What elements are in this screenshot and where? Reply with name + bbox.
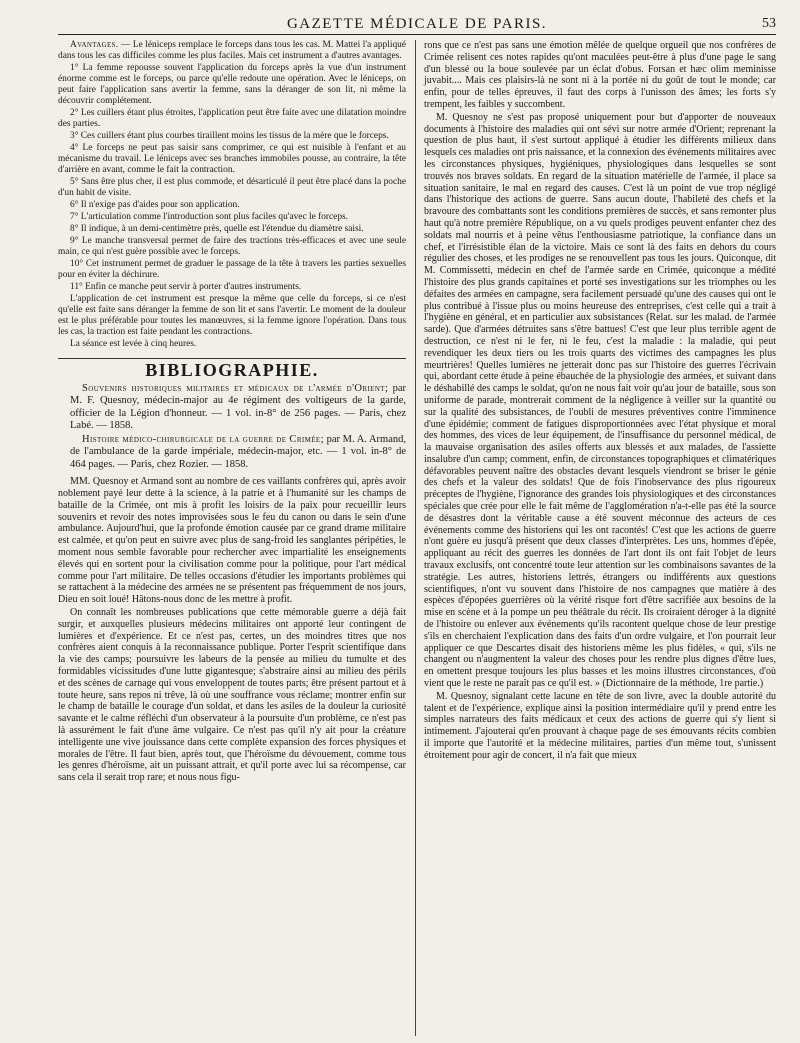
advantage-item: 2° Les cuillers étant plus étroites, l'application peut être faite avec une dilatation moindre des parties. bbox=[58, 108, 406, 129]
body-paragraph: MM. Quesnoy et Armand sont au nombre de ces vaillants confrères qui, après avoir noblement payé leur dette à la science, à la patrie et à l'humanité sur les champs de bataille de la Crimée, ont mis à profit les loisirs de la paix pour recueillir leurs souvenirs et revoir des notes improvisées sous le feu du canon ou dans le sein d'une ambulance. Aujourd'hui, que la profonde émotion causée par ce grand drame militaire est calmée, et qu'on peut en suivre avec plus de sang-froid les sanglantes péripéties, le moment nous semble favorable pour rechercher avec impartialité les enseignements élevés qui en sortent pour la civilisation comme pour la politique, pour l'art médical comme pour l'art militaire. De telles occasions d'étudier les importants problèmes qui se rattachent à la médecine des armées ne se présentent pas fréquemment de nos jours, Dieu en soit loué! Hâtons-nous donc de les mettre à profit. bbox=[58, 476, 406, 606]
journal-title: GAZETTE MÉDICALE DE PARIS. bbox=[286, 16, 548, 32]
seance-closing: La séance est levée à cinq heures. bbox=[70, 339, 197, 349]
section-rule bbox=[58, 358, 406, 359]
advantages-label: Avantages. bbox=[70, 40, 119, 50]
bib-title: Souvenirs historiques militaires et médicaux de l'armée d'Orient; bbox=[82, 382, 389, 394]
advantage-item: 8° Il indique, à un demi-centimètre près, quelle est l'étendue du diamètre saisi. bbox=[70, 224, 364, 234]
application-paragraph: L'application de cet instrument est presque la même que celle du forceps, si ce n'est qu'elle est faite sans déranger la femme de son lit et sans l'avertir. Le moment de la douleur est le plus préférable pour toutes les manœuvres, si la femme ignore l'opération. Dans tous les cas, la traction est faite pendant les contractions. bbox=[58, 294, 406, 337]
advantage-item: 10° Cet instrument permet de graduer le passage de la tête à travers les parties sexuelles pour en éviter la déchirure. bbox=[58, 259, 406, 280]
advantages-section bbox=[58, 40, 406, 350]
advantage-item: 4° Le forceps ne peut pas saisir sans comprimer, ce qui est nuisible à l'enfant et au mécanisme du travail. Le léniceps avec ses branches immobiles pousse, au contraire, la tête d'arrière en avant, comme le fait la contraction. bbox=[58, 143, 406, 175]
body-paragraph: On connaît les nombreuses publications que cette mémorable guerre a déjà fait surgir, et auxquelles plusieurs médecins militaires ont apporté leur contingent de lumières et d'expérience. Et ce n'est pas, certes, un des moindres titres que nos confrères aient conquis à la reconnaissance publique. Porter l'esprit scientifique dans la vie des camps; poursuivre les labeurs de la pensée au milieu du tumulte et des formidables vicissitudes d'une lutte gigantesque; s'abstraire ainsi au milieu des périls et des scènes de carnage qui vous enveloppent de toutes parts; être présent partout et à toute heure, sans repos ni trêve, là où une souffrance vous réclame; montrer enfin sur le champ de bataille le courage d'un soldat, et dans les asiles de la douleur la curiosité savante et le calme réfléchi d'un observateur à la poursuite d'un problème, ce n'est pas là assurément le fait d'une âme vulgaire. Ce n'est pas qu'il n'y ait pour la créature intelligente une vive jouissance dans cette complète expansion des forces physiques et morales de l'être. Il faut bien, après tout, que l'héroïsme du dévouement, comme tous les genres d'héroïsme, ait un puissant attrait, et qu'il porte avec lui sa récompense, car sans cela il serait trop rare; et nous nous figu- bbox=[58, 607, 406, 784]
body-paragraph: M. Quesnoy, signalant cette lacune en tête de son livre, avec la double autorité du talent et de l'expérience, explique ainsi la position intermédiaire qu'il y prend entre les simples narrateurs des faits médicaux et ceux des actions de guerre qui s'y lient si intimement. J'ajouterai qu'en prouvant à chaque page de ses émouvants récits combien il importe que l'autorité et la médecine militaires, parties d'un même tout, s'unissent étroitement pour agir de concert, il n'a fait que mieux bbox=[424, 690, 776, 761]
bib-entry-quesnoy bbox=[58, 383, 406, 433]
body-paragraph: M. Quesnoy ne s'est pas proposé uniquement pour but d'apporter de nouveaux documents à l'histoire des maladies qui ont sévi sur notre armée d'Orient; reprenant la question de plus haut, il s'est surtout appliqué à étudier les différents milieux dans lesquels ces maladies ont pris naissance, et la connexion des événements militaires avec les circonstances physiques, hygiéniques, physiologiques dans lesquelles se sont trouvés nos braves soldats. En regard de la situation matérielle de l'armée, il place sa situation sanitaire, le mal en regard des causes. C'est là un point de vue trop négligé dans l'historique des actions de guerre. Sans aucun doute, l'habileté des chefs et la bravoure des combattants sont les conditions premières de succès, et sans remonter plus haut qu'à notre première République, on a vu quels prodiges peuvent enfanter chez des soldats mal nourris et à peine vêtus l'enthousiasme patriotique, la confiance dans un chef, et l'irrésistible élan de la victoire. Mais ce sont là des faits en dehors du cours régulier des choses, et les prodiges ne se renouvellent pas tous les jours. Quiconque, dit M. Commissetti, médecin en chef de l'armée sarde en Crimée, quiconque a médité l'histoire des plus grands capitaines et porté ses investigations sur les triomphes ou les défaites des armées en campagne, sera facilement persuadé qu'une des causes qui ont le plus contribué à l'issue plus ou moins heureuse des entreprises, c'est celle qui a trait à l'hygiène en général, et en particulier aux subsistances (Relat. sur les malad. de l'armée sarde). Que d'armées détruites sans s'être battues! C'est que leur plus terrible agent de destruction, ce n'est ni le fer, ni le feu, c'est la maladie : la maladie, qui peut revendiquer les deux tiers ou les trois quarts des victimes des campagnes les plus meurtrières! Quelles lumières ne jetterait donc pas sur l'histoire des guerres l'écrivain qui, abordant cette étude à peine ébauchée de la physiologie des armées, et suivant dans le déshabillé des camps le soldat, qu'on ne nous fait voir qu'au jour de bataille, sous son uniforme de parade, montrerait comment de la négligence à veiller sur la quantité ou sur la qualité des subsistances, de l'oubli de mesures préventives contre l'imminence d'une épidémie; comment de fatigues disproportionnées avec l'état physique et moral des hommes, des vices de leur équipement, de l'insuffisance du personnel médical, de la mauvaise organisation des asiles offerts aux blessés et aux malades, de l'assiette insalubre d'un camp; comment, enfin, de circonstances topographiques et climatériques défavorables peuvent naître des obstacles devant lesquels viendront se briser le génie des chefs et la valeur des soldats! Que de fois l'inobservance des plus rigoureux préceptes de l'hygiène, l'ignorance des grandes lois physiologiques et des circonstances spéciales que crée pour elle le fait même de l'agglomération n'a-t-elle pas été la source de désastres dont la véritable cause a été souvent méconnue des acteurs de ces événements comme des historiens qui les ont racontés! C'est que les actions de guerre n'ont guère eu jusqu'à présent que deux classes d'interprètes. Les uns, hommes d'épée, appliquant au récit des guerres les données de l'art dont ils ont fait l'objet de leurs travaux exclusifs, ont concentré toute leur attention sur les combinaisons savantes de la stratégie. Les autres, historiens lettrés, étrangers ou indifférents aux questions scientifiques, n'ont vu souvent dans l'histoire de nos campagnes que matière à des espèces d'épopées guerrières où la vérité risque fort d'être sacrifiée aux besoins de la mise en scène et à la pompe un peu théâtrale du récit. Ils croiraient déroger à la dignité de l'histoire ou enlever aux événements qu'ils racontent quelque chose de leur prestige s'ils en cherchaient l'explication dans des faits d'un ordre vulgaire, et l'on pourrait leur appliquer ce que Descartes disait des historiens même les plus fidèles, « qui, s'ils ne changent ou n'augmentent la valeur des choses pour les rendre plus dignes d'être lues, en omettent presque toujours les plus basses et les moins illustres circonstances, d'où vient que le reste ne paraît pas ce qu'il est. » (Dictionnaire de la méthode, 1re partie.) bbox=[424, 111, 776, 690]
advantages-intro: — Le léniceps remplace le forceps dans tous les cas. M. Mattei l'a appliqué dans tous les cas difficiles comme les plus faciles. Mais cet instrument a d'autres avantages. bbox=[58, 40, 406, 61]
left-column bbox=[58, 40, 406, 785]
bib-entry-armand bbox=[58, 434, 406, 472]
bib-details: par M. A. Armand, de l'ambulance de la garde impériale, médecin-major, etc. — 1 vol. in-8° de 464 pages. — Paris, chez Rozier. — 1858. bbox=[70, 433, 407, 470]
advantage-item: 3° Ces cuillers étant plus courbes tiraillent moins les tissus de la mère que le forceps. bbox=[70, 131, 389, 141]
advantage-item: 6° Il n'exige pas d'aides pour son application. bbox=[70, 200, 240, 210]
bib-details: par M. F. Quesnoy, médecin-major au 4e régiment des voltigeurs de la garde, officier de la Légion d'honneur. — 1 vol. in-8° de 256 pages. — Paris, chez Labé. — 1858. bbox=[70, 382, 406, 432]
page-header bbox=[58, 12, 776, 35]
bib-title: Histoire médico-chirurgicale de la guerre de Crimée; bbox=[82, 433, 324, 445]
right-column bbox=[424, 40, 776, 763]
advantage-item: 9° Le manche transversal permet de faire des tractions très-efficaces et avec une seule main, ce qui n'est guère possible avec le forceps. bbox=[58, 236, 406, 257]
body-paragraph: rons que ce n'est pas sans une émotion mêlée de quelque orgueil que nos confrères de Crimée relisent ces notes rapides qu'ont maculées peut-être à plus d'une page le sang d'un blessé ou la boue soulevée par un éclat d'obus. Forsan et hæc olim meminisse juvabit.... Mais ces plaisirs-là ne sont ni à la portée ni du goût de tout le monde; car enfin, pour de telles épreuves, il faut des corps à l'unisson des âmes; les forts s'y trempent, les faibles y succombent. bbox=[424, 40, 776, 110]
advantage-item: 5° Sans être plus cher, il est plus commode, et désarticulé il peut être placé dans la poche d'un habit de visite. bbox=[58, 177, 406, 198]
column-divider bbox=[415, 40, 416, 1036]
advantage-item: 11° Enfin ce manche peut servir à porter d'autres instruments. bbox=[70, 282, 302, 292]
section-title: BIBLIOGRAPHIE. bbox=[145, 360, 319, 380]
advantage-item: 1° La femme repousse souvent l'application du forceps après la vue d'un instrument énorme comme est le forceps, ou parce qu'elle redoute une opération. Avec le léniceps, on peut faire l'application sans avertir la femme, sans la déranger de son lit, ni même la découvrir complétement. bbox=[58, 63, 406, 106]
advantage-item: 7° L'articulation comme l'introduction sont plus faciles qu'avec le forceps. bbox=[70, 212, 349, 222]
page-number: 53 bbox=[762, 16, 776, 31]
